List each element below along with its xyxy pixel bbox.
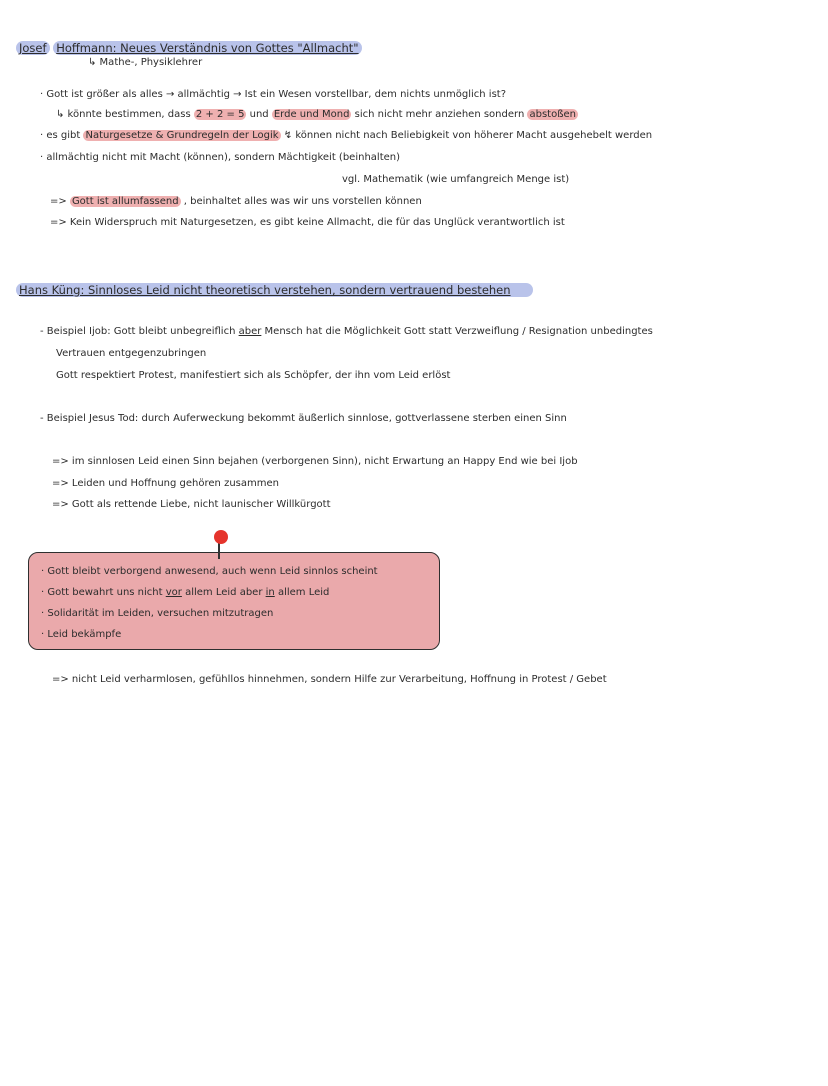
s2-b2: - Beispiel Jesus Tod: durch Auferweckung bekommt äußerlich sinnlose, gottverlassene sterben einen Sinn [40,413,567,424]
s1-line6-c: , beinhaltet alles was wir uns vorstellen können [183,196,422,207]
callout-item-4: · Leid bekämpfe [41,629,122,640]
pin-icon [214,530,228,544]
callout-item-2-e: allem Leid [277,587,330,598]
section2-title: Hans Küng: Sinnloses Leid nicht theoretisch verstehen, sondern vertrauend bestehen [16,283,533,297]
callout-item-2-a: · Gott bewahrt uns nicht [41,587,163,598]
s1-line2-a: ↳ könnte bestimmen, dass [56,109,191,120]
s2-b1-cont: Vertrauen entgegenzubringen [56,348,207,359]
callout-item-2-c: allem Leid aber [185,587,263,598]
s1-line3-c: ↯ können nicht nach Beliebigkeit von höherer Macht ausgehebelt werden [283,130,653,141]
s1-line2 [56,108,578,121]
s2-b1-a: - Beispiel Ijob: Gott bleibt unbegreiflich [40,326,236,337]
s2-c3: => Gott als rettende Liebe, nicht launischer Willkürgott [52,499,331,510]
s1-line4: · allmächtig nicht mit Macht (können), sondern Mächtigkeit (beinhalten) [40,152,401,163]
s1-line3-a: · es gibt [40,130,81,141]
s2-c1: => im sinnlosen Leid einen Sinn bejahen (verborgenen Sinn), nicht Erwartung an Happy End wie bei Ijob [52,456,578,467]
callout-item-2 [41,586,329,599]
s2-b1-b: aber [238,326,262,337]
callout-item-1: · Gott bleibt verborgend anwesend, auch wenn Leid sinnlos scheint [41,566,378,577]
s2-b1 [40,325,653,338]
callout-box [28,552,440,650]
s1-line2-e: sich nicht mehr anziehen sondern [354,109,525,120]
s1-line6 [50,195,422,208]
s1-line5: vgl. Mathematik (wie umfangreich Menge ist) [342,174,570,185]
s1-line7: => Kein Widerspruch mit Naturgesetzen, es gibt keine Allmacht, die für das Unglück verantwortlich ist [50,217,565,228]
section1-title: Hoffmann: Neues Verständnis von Gottes "Allmacht" [53,41,361,55]
s2-c2: => Leiden und Hoffnung gehören zusammen [52,478,279,489]
s2-b1-line3: Gott respektiert Protest, manifestiert sich als Schöpfer, der ihn vom Leid erlöst [56,370,451,381]
pin-needle [218,543,220,559]
s1-line2-b: 2 + 2 = 5 [195,109,245,120]
callout-item-2-d: in [265,587,275,598]
callout-item-2-b: vor [165,587,182,598]
s1-line1: · Gott ist größer als alles → allmächtig → Ist ein Wesen vorstellbar, dem nichts unmöglich ist? [40,89,507,100]
s1-line2-c: und [249,109,269,120]
s1-line3 [40,129,652,142]
section2-heading [16,283,533,297]
conclusion: => nicht Leid verharmlosen, gefühllos hinnehmen, sondern Hilfe zur Verarbeitung, Hoffnung in Protest / Gebet [52,674,607,685]
s1-line6-a: => [50,196,70,207]
section1-heading [16,41,362,55]
s1-line2-d: Erde und Mond [273,109,350,120]
s2-b1-c: Mensch hat die Möglichkeit Gott statt Verzweiflung / Resignation unbedingtes [264,326,653,337]
s1-line2-f: abstoßen [529,109,576,120]
callout-item-3: · Solidarität im Leiden, versuchen mitzutragen [41,608,274,619]
s1-line6-b: Gott ist allumfassend [71,196,179,207]
section1-subtitle: ↳ Mathe-, Physiklehrer [88,57,203,68]
section1-author: Josef [16,41,50,55]
s1-line3-b: Naturgesetze & Grundregeln der Logik [85,130,279,141]
